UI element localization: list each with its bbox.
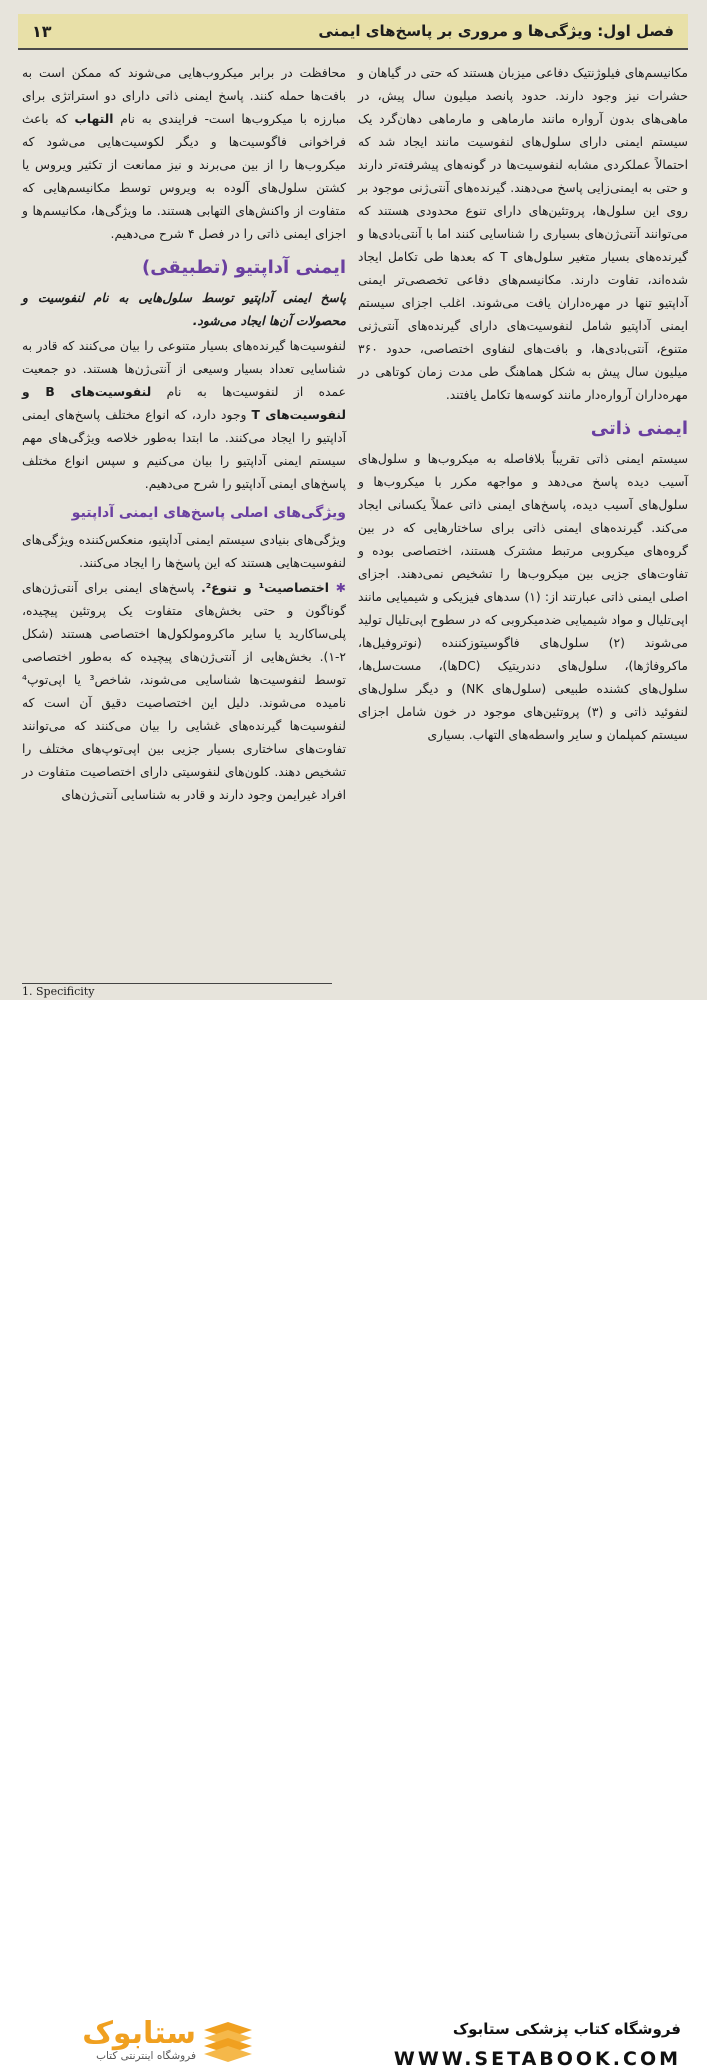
book-stack-logo-icon <box>200 2022 256 2062</box>
subsection-heading: ویژگی‌های اصلی پاسخ‌های ایمنی آداپتیو <box>71 505 346 521</box>
text-run: پاسخ‌های ایمنی برای آنتی‌ژن‌های گوناگون و حتی بخش‌های متفاوت یک پروتئین پیچیده، پلی‌ساکارید یا سایر ماکرومولکول‌ها اختصاصی هستند (شکل ۲-۱). بخش‌هایی از آنتی‌ژن‌های پیچیده که به‌طور اختصاصی توسط لنفوسیت‌ها شناسایی می‌شوند، شاخص³ یا اپی‌توپ⁴ نامیده می‌شوند. دلیل این اختصاصیت دقیق آن است که لنفوسیت‌ها گیرنده‌های غشایی را بیان می‌کنند که می‌توانند تفاوت‌های ساختاری بسیار جزیی بین اپی‌توپ‌های مختلف را تشخیص دهند. کلون‌های لنفوسیتی دارای اختصاصیت متفاوت در افراد غیرایمن وجود دارند و قادر به شناسایی آنتی‌ژن‌های <box>22 581 346 802</box>
paragraph: مکانیسم‌های فیلوژنتیک دفاعی میزبان هستند که حتی در گیاهان و حشرات نیز وجود دارند. حدود پانصد میلیون سال پیش، در ماهی‌های بدون آرواره مانند مارماهی و مارماهی دهان‌گرد یک سیستم ایمنی دارای سلول‌های لنفوسیت مانند ایجاد شد که احتمالاً عملکردی مشابه لنفوسیت‌ها در گونه‌های پیشرفته‌تر دارند و حتی به ایمنی‌زایی پاسخ می‌دهند. گیرنده‌های آنتی‌ژنی موجود بر روی این سلول‌ها، پروتئین‌های دارای تنوع محدودی هستند که می‌توانند آنتی‌ژن‌های بسیاری را شناسایی کنند اما با آنتی‌بادی‌ها و گیرنده‌های بسیار متغیر سلول‌های T که بعدها طی تکامل ایجاد شده‌اند، تفاوت دارند. مکانیسم‌های دفاعی تخصصی‌تر ایمنی آداپتیو تنها در مهره‌داران یافت می‌شوند. اغلب اجزای سیستم ایمنی آداپتیو شامل لنفوسیت‌های دارای گیرنده‌های آنتی‌ژنی متنوع، آنتی‌بادی‌ها، و بافت‌های لنفاوی اختصاصی، حدود ۳۶۰ میلیون سال پیش به شکل هماهنگ طی مدت زمان کوتاهی در مهره‌داران آرواره‌دار مانند کوسه‌ها تکامل یافتند. <box>358 66 688 402</box>
page-number: ۱۳ <box>32 21 52 41</box>
store-logo <box>28 2018 196 2062</box>
paragraph <box>22 62 346 246</box>
paragraph <box>22 335 346 496</box>
section-heading-innate: ایمنی ذاتی <box>590 418 688 439</box>
text-run: وجود دارد، که انواع مختلف پاسخ‌های ایمنی آداپتیو را ایجاد می‌کنند. ما ابتدا به‌طور خلاصه ویژگی‌های مهم سیستم ایمنی آداپتیو را بیان می‌کنیم و سپس انواع مختلف پاسخ‌های ایمنی آداپتیو را شرح می‌دهیم. <box>22 408 346 491</box>
book-page <box>0 0 707 1000</box>
section-heading-adaptive: ایمنی آداپتیو (تطبیقی) <box>141 257 346 278</box>
text-run: که باعث فراخوانی فاگوسیت‌ها و دیگر لکوسیت‌هایی می‌شود که میکروب‌ها را از بین می‌برند و نیز ممانعت از تکثیر ویروس یا کشتن سلول‌های آلوده به ویروس توسط مکانیسم‌هایی که متفاوت از واکنش‌های التهابی هستند. ما ویژگی‌ها، مکانیسم‌ها و اجزای ایمنی ذاتی را در فصل ۴ شرح می‌دهیم. <box>22 112 346 241</box>
bold-term: لنفوسیت‌های B و لنفوسیت‌های T <box>22 385 346 422</box>
paragraph: ویژگی‌های بنیادی سیستم ایمنی آداپتیو، منعکس‌کننده ویژگی‌های لنفوسیت‌هایی هستند که این پاسخ‌ها را ایجاد می‌کنند. <box>22 533 346 570</box>
text-run: لنفوسیت‌ها گیرنده‌های بسیار متنوعی را بیان می‌کنند که قادر به شناسایی تعداد بسیار وسیعی از آنتی‌ژن‌ها هستند. دو جمعیت عمده از لنفوسیت‌ها به نام <box>22 339 346 399</box>
logo-wordmark: ستابوک <box>82 2016 196 2051</box>
store-banner <box>0 1000 707 2070</box>
footnote: 1. Specificity <box>22 985 95 998</box>
footnote-divider <box>22 983 332 984</box>
logo-tagline: فروشگاه اینترنتی کتاب <box>96 2050 196 2062</box>
store-name: فروشگاه کتاب پزشکی ستابوک <box>452 2020 681 2038</box>
lead-sentence: پاسخ ایمنی آداپتیو توسط سلول‌هایی به نام لنفوسیت و محصولات آن‌ها ایجاد می‌شود. <box>22 291 346 328</box>
bold-term: التهاب <box>74 112 114 126</box>
left-column <box>22 62 346 809</box>
right-column <box>358 62 688 749</box>
store-url[interactable]: WWW.SETABOOK.COM <box>393 2048 681 2070</box>
chapter-title: فصل اول: ویژگی‌ها و مروری بر پاسخ‌های ایمنی <box>318 22 674 40</box>
paragraph: سیستم ایمنی ذاتی تقریباً بلافاصله به میکروب‌ها و سلول‌های آسیب دیده پاسخ می‌دهد و مواجهه مکرر با میکروب‌ها و سلول‌های آسیب دیده، پاسخ‌های ایمنی ذاتی عملاً یکسانی ایجاد می‌کند. گیرنده‌های ایمنی ذاتی برای ساختارهایی که در بین گروه‌های میکروبی مرتبط مشترک هستند، اختصاصی بوده و تفاوت‌های جزیی بین میکروب‌ها را تشخیص نمی‌دهند. اجزای اصلی ایمنی ذاتی عبارتند از: (۱) سدهای فیزیکی و شیمیایی مانند اپی‌تلیال و مواد شیمیایی ضدمیکروبی که در سطوح اپی‌تلیال تولید می‌شوند (۲) سلول‌های فاگوسیتوزکننده (نوتروفیل‌ها، ماکروفاژها)، سلول‌های دندریتیک (DCها)، مست‌سل‌ها، سلول‌های کشنده طبیعی (سلول‌های NK) و دیگر سلول‌های لنفوئید ذاتی و (۳) پروتئین‌های موجود در خون شامل اجزای سیستم کمپلمان و سایر واسطه‌های التهاب. بسیاری <box>358 452 689 742</box>
chapter-header <box>18 14 688 50</box>
bullet-star-icon: ✱ <box>335 581 347 595</box>
text-run: محافظت در برابر میکروب‌هایی می‌شوند که ممکن است به بافت‌ها حمله کنند. پاسخ ایمنی ذاتی دارای دو استراتژی برای مبارزه با میکروب‌ها است- فرایندی به نام <box>22 66 346 126</box>
bullet-title: اختصاصیت¹ و تنوع². <box>201 581 329 595</box>
bullet-paragraph <box>22 577 346 807</box>
